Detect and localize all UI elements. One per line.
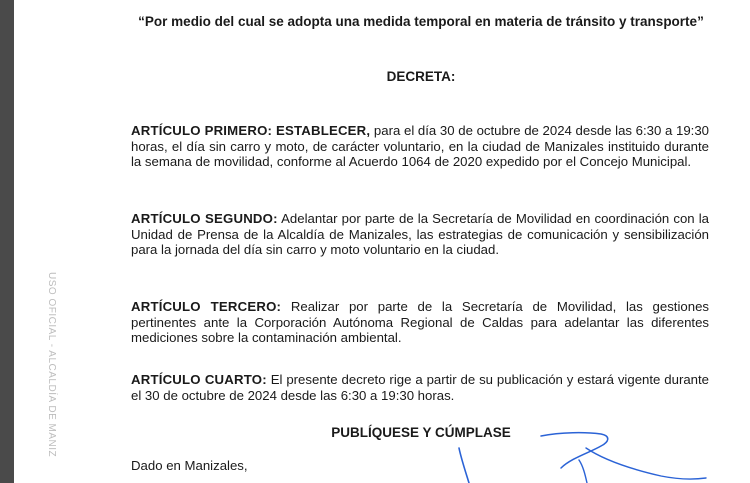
article-body: Adelantar por parte de la Secretaría de Movilidad en coordinación con la Unidad de Prensa de la Alcaldía de Manizales, las estrategias de comunicación y sensibilización para la jornada del día sin carro y moto voluntario en la ciudad. xyxy=(131,211,709,258)
handwritten-signature xyxy=(451,428,711,483)
article-body: El presente decreto rige a partir de su publicación y estará vigente durante el 30 de octubre de 2024 desde las 6:30 a 19:30 horas. xyxy=(131,372,709,403)
side-watermark-stamp: USO OFICIAL - ALCALDÍA DE MANIZ xyxy=(46,272,57,458)
place-line: Dado en Manizales, xyxy=(131,458,248,473)
decree-title: “Por medio del cual se adopta una medida temporal en materia de tránsito y transporte” xyxy=(138,14,704,29)
article-lead: ARTÍCULO PRIMERO: ESTABLECER, xyxy=(131,123,371,138)
decreta-heading: DECRETA: xyxy=(386,69,456,84)
closing-formula: PUBLÍQUESE Y CÚMPLASE xyxy=(331,425,511,440)
article-lead: ARTÍCULO SEGUNDO: xyxy=(131,211,278,226)
article-lead: ARTÍCULO CUARTO: xyxy=(131,372,267,387)
article-cuarto xyxy=(131,372,709,403)
article-segundo xyxy=(131,211,709,258)
article-body: Realizar por parte de la Secretaría de Movilidad, las gestiones pertinentes ante la Corporación Autónoma Regional de Caldas para adelantar las diferentes mediciones sobre la contaminación ambiental. xyxy=(131,299,709,346)
article-tercero xyxy=(131,299,709,346)
article-primero xyxy=(131,123,709,170)
left-scan-border xyxy=(0,0,14,483)
article-body: para el día 30 de octubre de 2024 desde las 6:30 a 19:30 horas, el día sin carro y moto, de carácter voluntario, en la ciudad de Manizales instituido durante la semana de movilidad, conforme al Acuerdo 1064 de 2020 expedido por el Concejo Municipal. xyxy=(131,123,710,170)
article-lead: ARTÍCULO TERCERO: xyxy=(131,299,282,314)
